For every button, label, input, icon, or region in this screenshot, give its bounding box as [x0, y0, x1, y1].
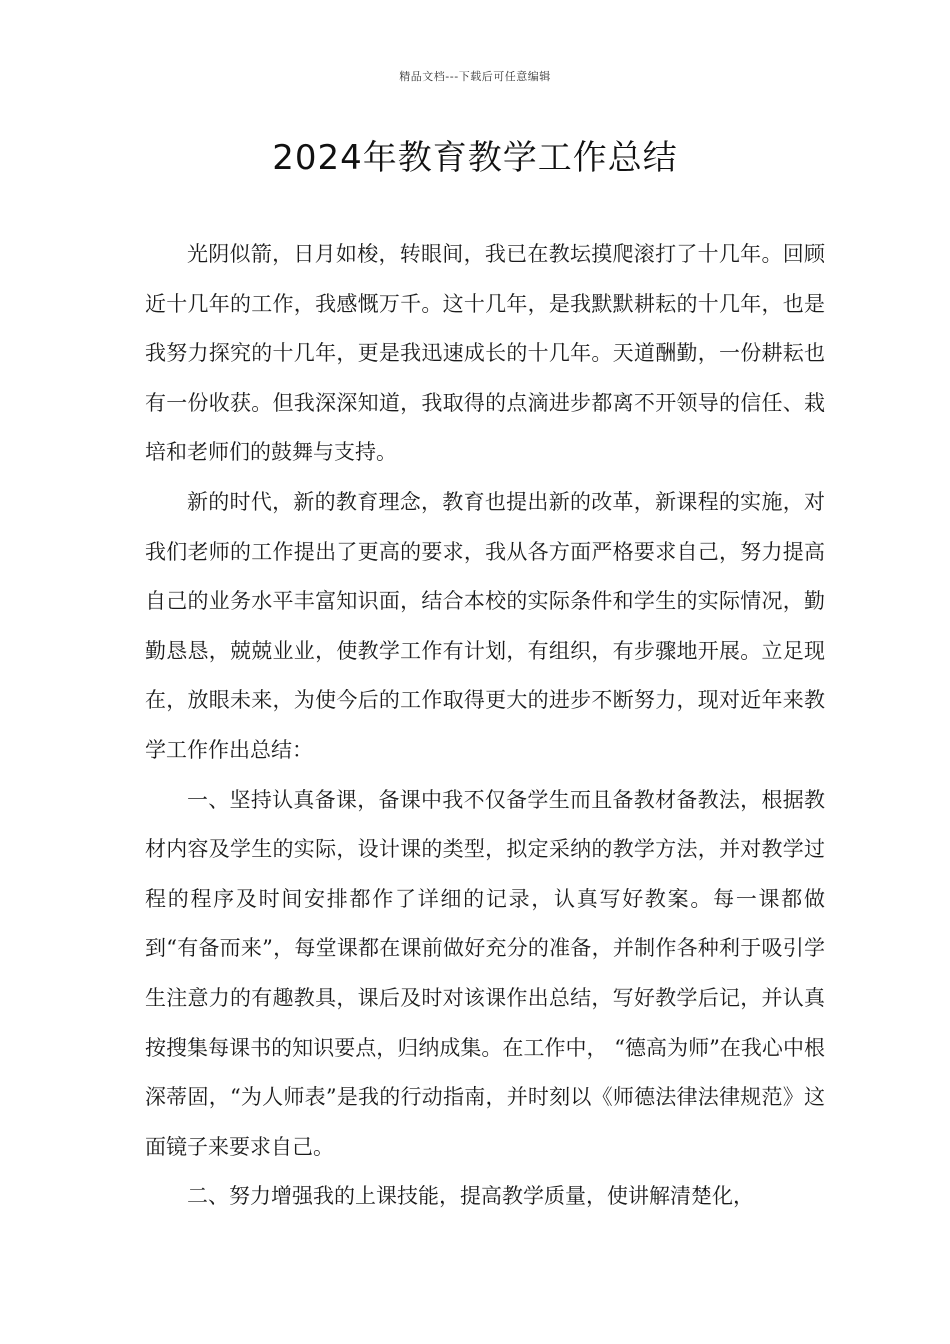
paragraph: 一、坚持认真备课，备课中我不仅备学生而且备教材备教法，根据教材内容及学生的实际，设计课的类型，拟定采纳的教学方法，并对教学过程的程序及时间安排都作了详细的记录，认真写好教案。每一课都做到“有备而来”，每堂课都在课前做好充分的准备，并制作各种利于吸引学生注意力的有趣教具，课后及时对该课作出总结，写好教学后记，并认真按搜集每课书的知识要点，归纳成集。在工作中， “德高为师”在我心中根深蒂固，“为人师表”是我的行动指南，并时刻以《师德法律法律规范》这面镜子来要求自己。	[145, 787, 825, 1159]
header-note: 精品文档---下载后可任意编辑	[399, 70, 551, 83]
paragraph: 二、努力增强我的上课技能，提高教学质量，使讲解清楚化，	[187, 1184, 754, 1209]
document-body	[145, 230, 825, 1222]
paragraph: 新的时代，新的教育理念，教育也提出新的改革，新课程的实施，对我们老师的工作提出了更高的要求，我从各方面严格要求自己，努力提高自己的业务水平丰富知识面，结合本校的实际条件和学生的实际情况，勤勤恳恳，兢兢业业，使教学工作有计划，有组织，有步骤地开展。立足现在，放眼未来，为使今后的工作取得更大的进步不断努力，现对近年来教学工作作出总结：	[145, 489, 825, 762]
paragraph: 光阴似箭，日月如梭，转眼间，我已在教坛摸爬滚打了十几年。回顾近十几年的工作，我感慨万千。这十几年，是我默默耕耘的十几年，也是我努力探究的十几年，更是我迅速成长的十几年。天道酬勤，一份耕耘也有一份收获。但我深深知道，我取得的点滴进步都离不开领导的信任、栽培和老师们的鼓舞与支持。	[145, 242, 825, 465]
document-title: 2024年教育教学工作总结	[272, 138, 678, 178]
